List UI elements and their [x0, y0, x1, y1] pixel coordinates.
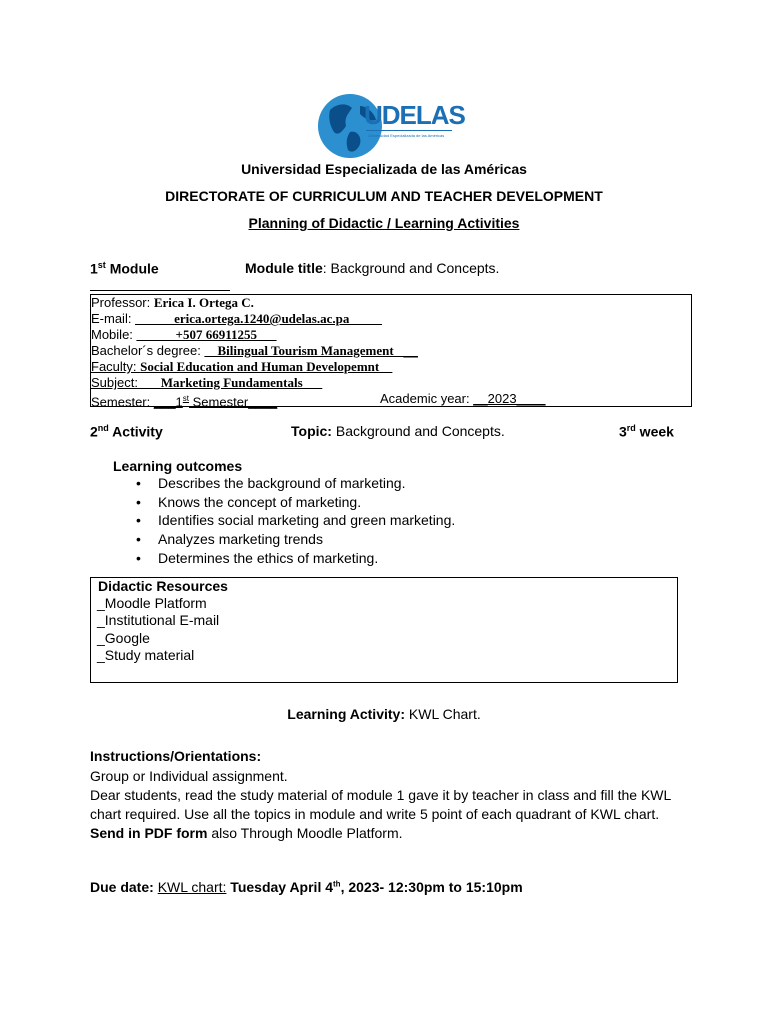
activity-week: 3rd week: [619, 423, 674, 440]
planning-title: Planning of Didactic / Learning Activities: [248, 215, 520, 231]
list-item: • Describes the background of marketing.: [130, 474, 455, 493]
module-title: Module title: Background and Concepts.: [245, 260, 500, 276]
list-item: • Identifies social marketing and green marketing.: [130, 511, 455, 530]
list-item: • Determines the ethics of marketing.: [130, 549, 455, 568]
instructions-line: Group or Individual assignment.: [90, 768, 288, 784]
activity-number: 2nd Activity: [90, 423, 163, 440]
university-name: Universidad Especializada de las Américas: [241, 161, 527, 177]
list-item: _Institutional E-mail: [97, 612, 220, 628]
logo-rule: [366, 130, 452, 131]
didactic-resources-box: [90, 577, 678, 683]
email-row: E-mail: ______erica.ortega.1240@udelas.ac.pa_____: [91, 311, 382, 326]
academic-year-row: Academic year: __2023____: [380, 391, 546, 406]
divider-line: [90, 290, 230, 291]
didactic-resources-title: Didactic Resources: [98, 578, 228, 594]
subject-row: Subject: ___Marketing Fundamentals___: [91, 375, 323, 390]
list-item: _Study material: [97, 647, 195, 663]
module-number: 1st Module: [90, 260, 159, 277]
faculty-row: Faculty: Social Education and Human Developemnt__: [91, 359, 393, 374]
degree-row: Bachelor´s degree: __Bilingual Tourism Management ___: [91, 343, 418, 358]
course-info-box: [90, 294, 692, 410]
instructions-line: chart required. Use all the topics in module and write 5 point of each quadrant of KWL chart.: [90, 806, 660, 822]
directorate-title: DIRECTORATE OF CURRICULUM AND TEACHER DEVELOPMENT: [165, 188, 603, 204]
list-item: _Google: [97, 630, 150, 646]
activity-topic: Topic: Background and Concepts.: [291, 423, 505, 439]
semester-row: Semester: ___1st Semester____: [91, 394, 278, 410]
due-date: Due date: KWL chart: Tuesday April 4th, 2023- 12:30pm to 15:10pm: [90, 879, 523, 895]
instructions-send: Send in PDF form also Through Moodle Platform.: [90, 825, 403, 841]
list-item: • Knows the concept of marketing.: [130, 493, 455, 512]
professor-row: Professor: Erica I. Ortega C.: [91, 295, 254, 310]
learning-outcomes-title: Learning outcomes: [113, 458, 243, 474]
instructions-line: Dear students, read the study material of module 1 gave it by teacher in class and fill the KWL: [90, 787, 672, 803]
learning-outcomes-list: [130, 474, 455, 567]
learning-activity: Learning Activity: KWL Chart.: [287, 706, 481, 722]
list-item: • Analyzes marketing trends: [130, 530, 455, 549]
udelas-logo: [316, 92, 465, 160]
logo-subtext: Universidad Especializada de las Américas: [368, 133, 445, 138]
list-item: _Moodle Platform: [97, 595, 207, 611]
mobile-row: Mobile: ______+507 66911255___: [91, 327, 277, 342]
instructions-title: Instructions/Orientations:: [90, 748, 262, 764]
logo-text: UDELAS: [364, 100, 465, 130]
